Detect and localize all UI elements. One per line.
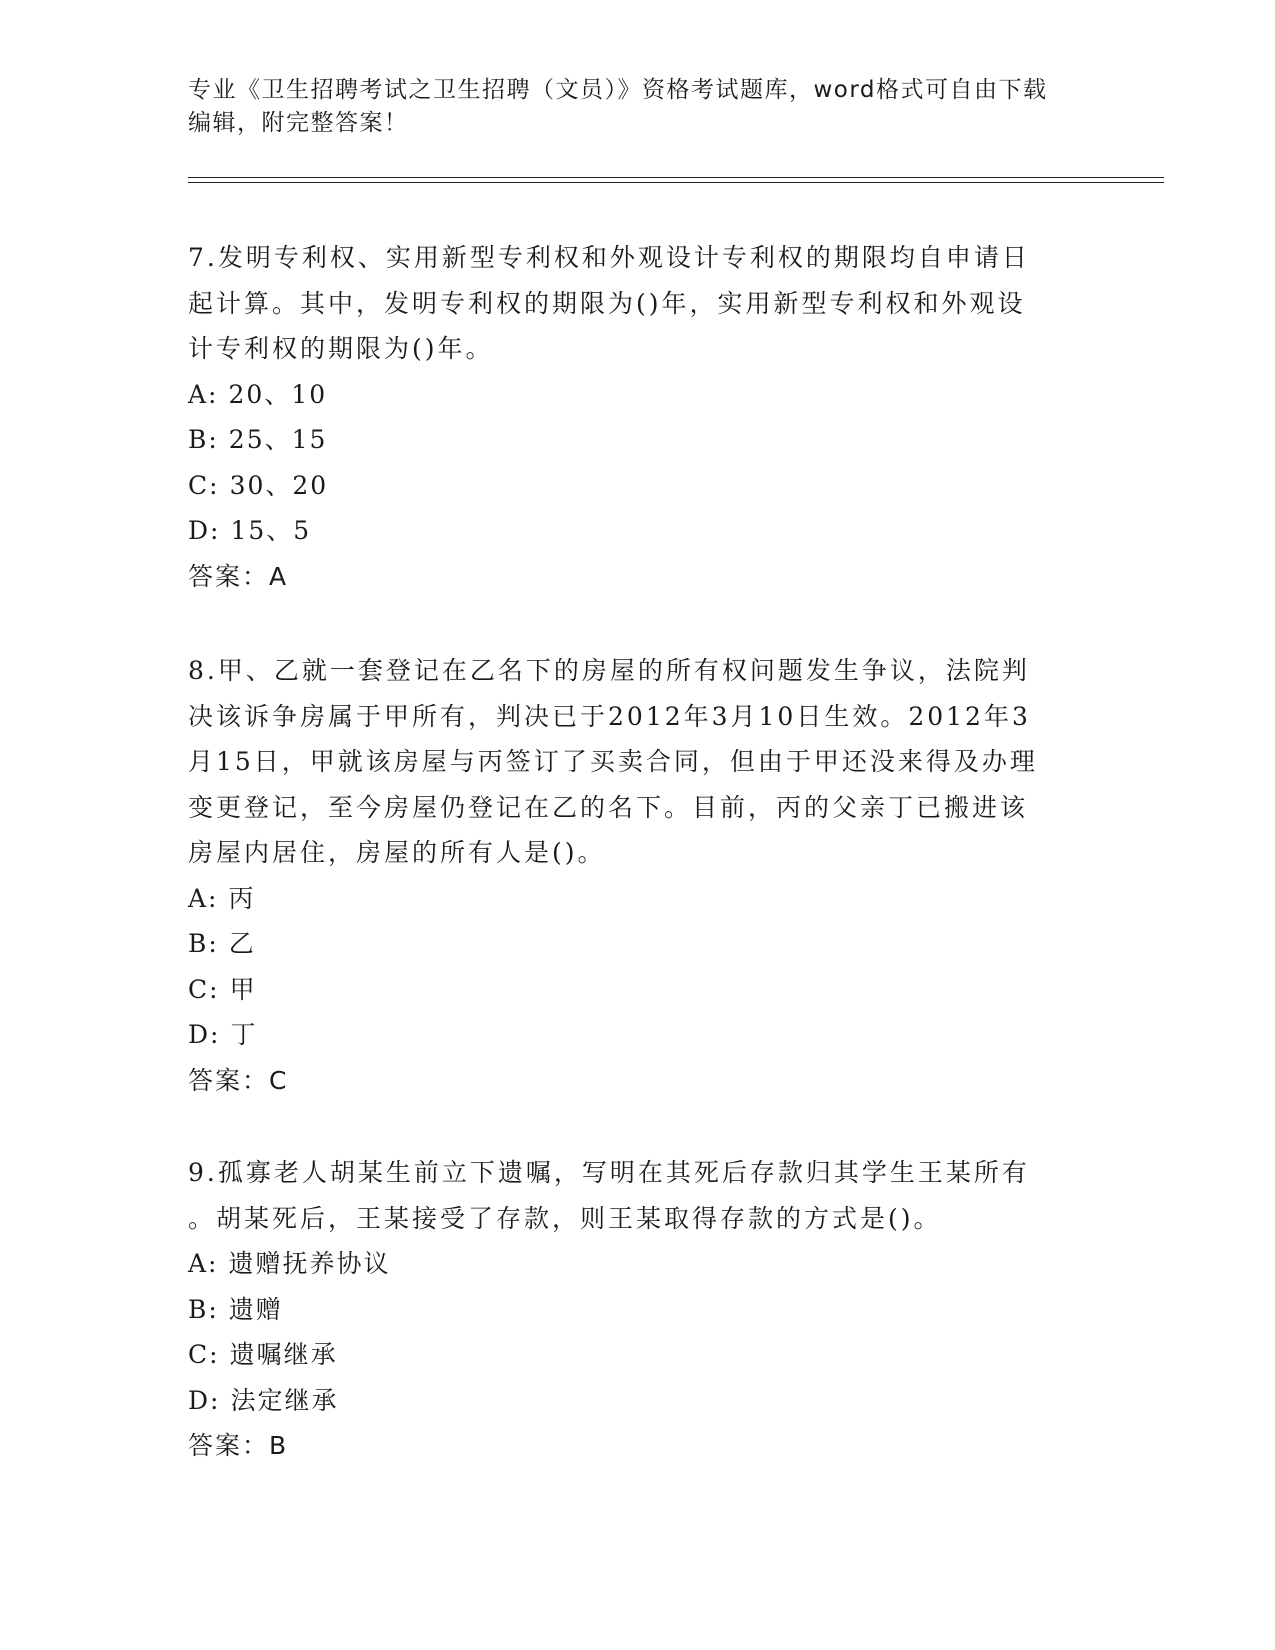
option-list xyxy=(188,372,1088,554)
stem-line: 决该诉争房属于甲所有，判决已于2012年3月10日生效。2012年3 xyxy=(188,701,1031,731)
stem-line: 8.甲、乙就一套登记在乙名下的房屋的所有权问题发生争议，法院判 xyxy=(188,656,1030,685)
stem-line: 。胡某死后，王某接受了存款，则王某取得存款的方式是()。 xyxy=(188,1203,942,1233)
question-stem xyxy=(188,235,1088,372)
option-c: C: 甲 xyxy=(188,974,257,1004)
stem-line: 7.发明专利权、实用新型专利权和外观设计专利权的期限均自申请日 xyxy=(188,243,1030,272)
option-list xyxy=(188,1241,1088,1423)
question-7 xyxy=(188,235,1088,599)
option-a: A: 遗赠抚养协议 xyxy=(188,1249,391,1278)
option-b: B: 遗赠 xyxy=(188,1294,283,1324)
answer-line: 答案：C xyxy=(188,1065,289,1095)
stem-line: 起计算。其中，发明专利权的期限为()年，实用新型专利权和外观设 xyxy=(188,288,1026,318)
document-header xyxy=(188,74,1088,140)
stem-line: 计专利权的期限为()年。 xyxy=(188,334,494,363)
option-c: C: 30、20 xyxy=(188,470,329,500)
stem-line: 9.孤寡老人胡某生前立下遗嘱，写明在其死后存款归其学生王某所有 xyxy=(188,1158,1030,1187)
option-b: B: 25、15 xyxy=(188,425,328,454)
header-divider xyxy=(188,182,1164,183)
header-line: 专业《卫生招聘考试之卫生招聘（文员）》资格考试题库，word格式可自由下载 xyxy=(188,77,1048,103)
stem-line: 房屋内居住，房屋的所有人是()。 xyxy=(188,838,606,867)
question-9 xyxy=(188,1150,1088,1469)
header-divider xyxy=(188,177,1164,178)
answer-line: 答案：A xyxy=(188,561,289,591)
question-stem xyxy=(188,1150,1088,1241)
answer-line: 答案：B xyxy=(188,1431,289,1460)
question-8 xyxy=(188,648,1088,1103)
option-d: D: 丁 xyxy=(188,1020,258,1049)
option-b: B: 乙 xyxy=(188,929,256,958)
option-c: C: 遗嘱继承 xyxy=(188,1340,338,1369)
option-list xyxy=(188,876,1088,1058)
header-line: 编辑，附完整答案！ xyxy=(188,110,409,136)
option-a: A: 20、10 xyxy=(188,379,328,409)
stem-line: 月15日，甲就该房屋与丙签订了买卖合同，但由于甲还没来得及办理 xyxy=(188,747,1038,776)
option-a: A: 丙 xyxy=(188,883,256,913)
option-d: D: 15、5 xyxy=(188,516,312,545)
option-d: D: 法定继承 xyxy=(188,1385,339,1415)
question-stem xyxy=(188,648,1088,876)
stem-line: 变更登记，至今房屋仍登记在乙的名下。目前，丙的父亲丁已搬进该 xyxy=(188,792,1029,822)
